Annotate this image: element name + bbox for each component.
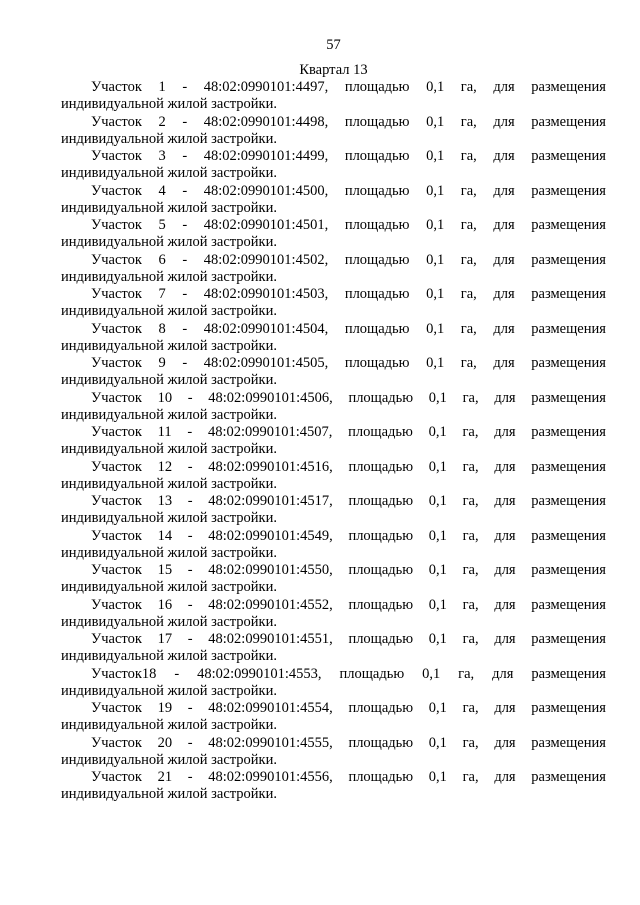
parcel-entry-word: площадью [344,286,410,302]
parcel-entry-word: 0,1 [428,527,447,544]
parcel-entry-word: Участок18 [91,665,157,682]
parcel-entry-word: площадью [348,769,414,785]
parcel-entry-word: для [494,389,516,406]
parcel-entry-word: 48:02:0990101:4504, [203,320,329,337]
parcel-entry [61,390,606,425]
parcel-entry-first-line [61,459,606,476]
parcel-entry-word: - [182,286,188,302]
parcel-entry-word: 19 [157,700,173,716]
parcel-entry-first-line [61,217,606,234]
parcel-entry-word: 48:02:0990101:4498, [203,113,329,130]
parcel-entry-first-line [61,631,606,648]
parcel-entry-word: для [492,665,514,682]
parcel-entry [61,114,606,149]
parcel-entry [61,562,606,597]
parcel-entry-word: размещения [531,734,606,751]
parcel-entry-word: площадью [339,665,405,682]
parcel-entry [61,493,606,528]
parcel-entry-word: - [182,320,188,337]
parcel-entry [61,700,606,735]
parcel-entry-continuation: индивидуальной жилой застройки. [61,682,277,699]
parcel-entry-word: 0,1 [426,148,445,164]
parcel-entry-word: 12 [157,458,173,475]
parcel-entry-continuation: индивидуальной жилой застройки. [61,579,277,595]
parcel-entry-first-line [61,79,606,96]
parcel-entry-word: площадью [348,596,414,613]
parcel-entry-word: Участок [91,79,142,95]
parcel-entry-word: - [182,251,188,268]
parcel-entry [61,321,606,356]
parcel-entry-word: 0,1 [426,286,445,302]
parcel-entry-word: для [494,631,516,647]
parcel-entry-word: га, [462,631,479,647]
parcel-entry-word: - [187,527,193,544]
parcel-entry-word: 48:02:0990101:4502, [203,251,329,268]
parcel-entry-first-line [61,597,606,614]
parcel-entry-word: га, [462,389,479,406]
parcel-entry-word: Участок [91,113,142,130]
parcel-entry-first-line [61,735,606,752]
parcel-entry-word: площадью [348,734,414,751]
section-title: Квартал 13 [299,62,368,78]
parcel-entry-word: 9 [158,355,166,371]
parcel-entry-word: Участок [91,182,142,199]
parcel-entry-word: для [493,355,515,371]
parcel-entry-word: 0,1 [426,320,445,337]
parcel-entry-continuation: индивидуальной жилой застройки. [61,613,277,630]
parcel-entry-word: 0,1 [426,251,445,268]
parcel-entry-first-line [61,114,606,131]
parcel-entry-first-line [61,700,606,717]
parcel-entry-word: площадью [344,217,410,233]
parcel-entry-word: 0,1 [428,769,447,785]
parcel-entry [61,355,606,390]
page-number: 57 [326,37,341,53]
parcel-entry-word: 0,1 [428,596,447,613]
parcel-entry-word: 48:02:0990101:4552, [208,596,333,613]
parcel-entry-continuation: индивидуальной жилой застройки. [61,544,277,561]
parcel-entry-word: га, [460,79,477,95]
parcel-entry-word: га, [458,665,475,682]
parcel-entry-word: 0,1 [428,458,447,475]
parcel-entry-word: - [182,355,188,371]
parcel-entry-word: для [493,113,515,130]
parcel-entry-word: 5 [158,217,166,233]
parcel-entry-word: - [182,182,188,199]
parcel-entry-word: 0,1 [428,700,447,716]
parcel-entry-continuation: индивидуальной жилой застройки. [61,199,277,216]
parcel-entry-word: размещения [531,562,606,578]
parcel-entry-word: Участок [91,217,142,233]
parcel-entry-word: для [494,562,516,578]
parcel-entry-first-line [61,355,606,372]
parcel-entry-word: 0,1 [428,631,447,647]
parcel-entry-word: Участок [91,458,142,475]
parcel-entry-word: 0,1 [426,217,445,233]
parcel-entry-word: Участок [91,493,142,509]
parcel-entry-word: 48:02:0990101:4550, [208,562,333,578]
parcel-entry-word: 48:02:0990101:4553, [197,665,322,682]
parcel-entry-word: для [494,596,516,613]
parcel-entry-word: 48:02:0990101:4549, [208,527,333,544]
parcel-entry [61,424,606,459]
parcel-entry-word: размещения [531,286,606,302]
parcel-entry-word: размещения [531,665,606,682]
parcel-entry-word: - [182,79,188,95]
parcel-entry-word: 13 [157,493,173,509]
parcel-entry-word: Участок [91,424,142,440]
parcel-entry-word: Участок [91,527,142,544]
parcel-entry-word: 1 [158,79,166,95]
parcel-entry-word: га, [462,493,479,509]
parcel-entry-word: площадью [348,458,414,475]
parcel-entry-first-line [61,148,606,165]
parcel-entry-first-line [61,183,606,200]
parcel-entry-word: размещения [531,251,606,268]
parcel-entry-word: площадью [348,700,414,716]
parcel-entry-word: 2 [158,113,166,130]
parcel-entry-continuation: индивидуальной жилой застройки. [61,406,277,423]
parcel-entry-continuation: индивидуальной жилой застройки. [61,510,277,526]
parcel-entry [61,735,606,770]
parcel-entry-word: размещения [531,596,606,613]
parcel-entry-continuation: индивидуальной жилой застройки. [61,337,277,354]
parcel-entry-word: - [182,217,188,233]
parcel-entry-word: размещения [531,113,606,130]
parcel-entry-word: га, [460,286,477,302]
parcel-entry-word: 15 [157,562,173,578]
parcel-entry [61,148,606,183]
parcel-entry-first-line [61,493,606,510]
parcel-entry-word: площадью [348,493,414,509]
parcel-entry-continuation: индивидуальной жилой застройки. [61,717,277,733]
parcel-entry [61,217,606,252]
parcel-entry [61,769,606,804]
parcel-entry-word: - [187,769,193,785]
parcel-entry-word: га, [462,424,479,440]
parcel-entry-word: Участок [91,562,142,578]
parcel-entry-word: для [494,458,516,475]
parcel-entry-word: площадью [348,527,414,544]
parcel-entry-word: для [494,700,516,716]
parcel-entry-word: га, [460,251,477,268]
parcel-entry-word: - [187,562,193,578]
parcel-entry-word: площадью [344,79,410,95]
parcel-entry-word: - [182,148,188,164]
parcel-entry-word: размещения [531,320,606,337]
parcel-entry-continuation: индивидуальной жилой застройки. [61,751,277,768]
parcel-entry-first-line [61,528,606,545]
parcel-entry [61,459,606,494]
parcel-entry-word: для [493,148,515,164]
parcel-entry-word: 48:02:0990101:4500, [203,182,329,199]
parcel-entry-word: 48:02:0990101:4507, [207,424,333,440]
parcel-entry-word: Участок [91,769,142,785]
parcel-list [61,79,606,804]
parcel-entry-word: для [493,217,515,233]
parcel-entry-word: размещения [531,389,606,406]
parcel-entry-word: 0,1 [422,665,441,682]
parcel-entry-word: 0,1 [428,493,447,509]
parcel-entry-word: - [187,700,193,716]
parcel-entry-word: 48:02:0990101:4501, [203,217,329,233]
parcel-entry-word: 48:02:0990101:4506, [208,389,333,406]
parcel-entry-first-line [61,321,606,338]
parcel-entry-word: размещения [531,769,606,785]
parcel-entry-word: 48:02:0990101:4503, [203,286,329,302]
parcel-entry-word: размещения [531,424,606,440]
parcel-entry-word: размещения [531,631,606,647]
parcel-entry-word: площадью [348,389,414,406]
parcel-entry-word: га, [460,217,477,233]
parcel-entry-word: для [494,493,516,509]
parcel-entry-word: площадью [344,320,410,337]
parcel-entry-word: 0,1 [426,113,445,130]
parcel-entry-continuation: индивидуальной жилой застройки. [61,96,277,112]
parcel-entry-continuation: индивидуальной жилой застройки. [61,786,277,802]
parcel-entry-word: 6 [158,251,166,268]
parcel-entry-continuation: индивидуальной жилой застройки. [61,130,277,147]
parcel-entry-word: для [494,424,516,440]
parcel-entry-word: - [187,734,193,751]
parcel-entry-first-line [61,252,606,269]
parcel-entry-word: площадью [344,113,410,130]
parcel-entry-word: размещения [531,458,606,475]
parcel-entry-word: Участок [91,251,142,268]
parcel-entry-word: Участок [91,734,142,751]
parcel-entry-word: 48:02:0990101:4517, [208,493,333,509]
parcel-entry-word: 3 [158,148,166,164]
parcel-entry-word: для [494,769,516,785]
parcel-entry-continuation: индивидуальной жилой застройки. [61,648,277,664]
parcel-entry-word: размещения [531,700,606,716]
parcel-entry-word: 21 [157,769,173,785]
parcel-entry-word: 11 [157,424,172,440]
parcel-entry [61,528,606,563]
parcel-entry [61,79,606,114]
parcel-entry-continuation: индивидуальной жилой застройки. [61,475,277,492]
parcel-entry-word: 4 [158,182,166,199]
parcel-entry-word: Участок [91,148,142,164]
parcel-entry-word: 0,1 [426,355,445,371]
parcel-entry-word: га, [462,700,479,716]
parcel-entry-first-line [61,562,606,579]
parcel-entry-first-line [61,769,606,786]
parcel-entry-continuation: индивидуальной жилой застройки. [61,165,277,181]
parcel-entry-word: размещения [531,79,606,95]
parcel-entry-word: площадью [348,424,413,440]
parcel-entry-word: Участок [91,355,142,371]
parcel-entry-word: 0,1 [428,424,447,440]
parcel-entry-word: 17 [157,631,173,647]
parcel-entry-word: для [493,286,515,302]
parcel-entry-continuation: индивидуальной жилой застройки. [61,441,277,457]
parcel-entry-word: для [493,320,515,337]
parcel-entry-word: размещения [531,355,606,371]
parcel-entry-continuation: индивидуальной жилой застройки. [61,372,277,388]
parcel-entry-word: для [493,251,515,268]
parcel-entry-word: 0,1 [428,389,447,406]
parcel-entry-word: 0,1 [428,562,447,578]
parcel-entry-word: размещения [531,148,606,164]
parcel-entry-word: площадью [344,148,410,164]
parcel-entry-word: для [494,734,516,751]
parcel-entry-word: га, [462,734,479,751]
parcel-entry-word: 0,1 [426,182,445,199]
parcel-entry-word: Участок [91,700,142,716]
parcel-entry-word: га, [460,113,477,130]
parcel-entry-word: 10 [157,389,173,406]
parcel-entry-word: га, [462,596,479,613]
parcel-entry [61,252,606,287]
parcel-entry-word: га, [460,320,477,337]
parcel-entry-word: размещения [531,527,606,544]
parcel-entry-word: размещения [531,182,606,199]
parcel-entry-word: Участок [91,389,142,406]
parcel-entry-word: 0,1 [428,734,447,751]
parcel-entry-word: - [187,631,193,647]
parcel-entry [61,286,606,321]
parcel-entry-word: 48:02:0990101:4554, [208,700,333,716]
parcel-entry-word: 20 [157,734,173,751]
parcel-entry-continuation: индивидуальной жилой застройки. [61,268,277,285]
parcel-entry-word: 48:02:0990101:4556, [208,769,333,785]
parcel-entry-word: 16 [157,596,173,613]
parcel-entry-word: - [182,113,188,130]
parcel-entry-word: га, [460,148,477,164]
parcel-entry-word: 8 [158,320,166,337]
parcel-entry-word: га, [460,355,477,371]
parcel-entry-word: 14 [157,527,173,544]
parcel-entry-continuation: индивидуальной жилой застройки. [61,234,277,250]
parcel-entry-word: - [187,389,193,406]
parcel-entry-first-line [61,424,606,441]
parcel-entry-word: 48:02:0990101:4555, [208,734,333,751]
parcel-entry-word: 48:02:0990101:4551, [208,631,333,647]
parcel-entry-word: площадью [344,355,410,371]
parcel-entry-word: для [493,79,515,95]
parcel-entry-first-line [61,286,606,303]
parcel-entry-word: га, [460,182,477,199]
parcel-entry-first-line [61,390,606,407]
parcel-entry [61,597,606,632]
parcel-entry-word: размещения [531,217,606,233]
parcel-entry-word: 48:02:0990101:4505, [203,355,329,371]
parcel-entry-first-line [61,666,606,683]
parcel-entry-word: площадью [344,182,410,199]
parcel-entry-word: - [187,596,193,613]
parcel-entry-word: площадью [344,251,410,268]
parcel-entry-word: - [187,458,193,475]
parcel-entry-word: 0,1 [426,79,445,95]
parcel-entry-word: площадью [348,631,414,647]
parcel-entry-word: для [494,527,516,544]
parcel-entry-word: Участок [91,320,142,337]
parcel-entry-word: Участок [91,596,142,613]
parcel-entry-word: - [174,665,180,682]
parcel-entry-word: 48:02:0990101:4516, [208,458,333,475]
parcel-entry-word: га, [462,769,479,785]
parcel-entry-word: площадью [348,562,414,578]
parcel-entry-word: га, [462,562,479,578]
document-page [61,0,606,905]
parcel-entry-word: Участок [91,631,142,647]
parcel-entry-word: - [187,424,193,440]
parcel-entry-word: 7 [158,286,166,302]
parcel-entry [61,183,606,218]
parcel-entry-word: га, [462,458,479,475]
parcel-entry [61,666,606,701]
parcel-entry-continuation: индивидуальной жилой застройки. [61,303,277,319]
parcel-entry-word: - [187,493,193,509]
parcel-entry-word: 48:02:0990101:4497, [203,79,329,95]
parcel-entry-word: 48:02:0990101:4499, [203,148,329,164]
parcel-entry [61,631,606,666]
parcel-entry-word: для [493,182,515,199]
parcel-entry-word: размещения [531,493,606,509]
parcel-entry-word: Участок [91,286,142,302]
parcel-entry-word: га, [462,527,479,544]
